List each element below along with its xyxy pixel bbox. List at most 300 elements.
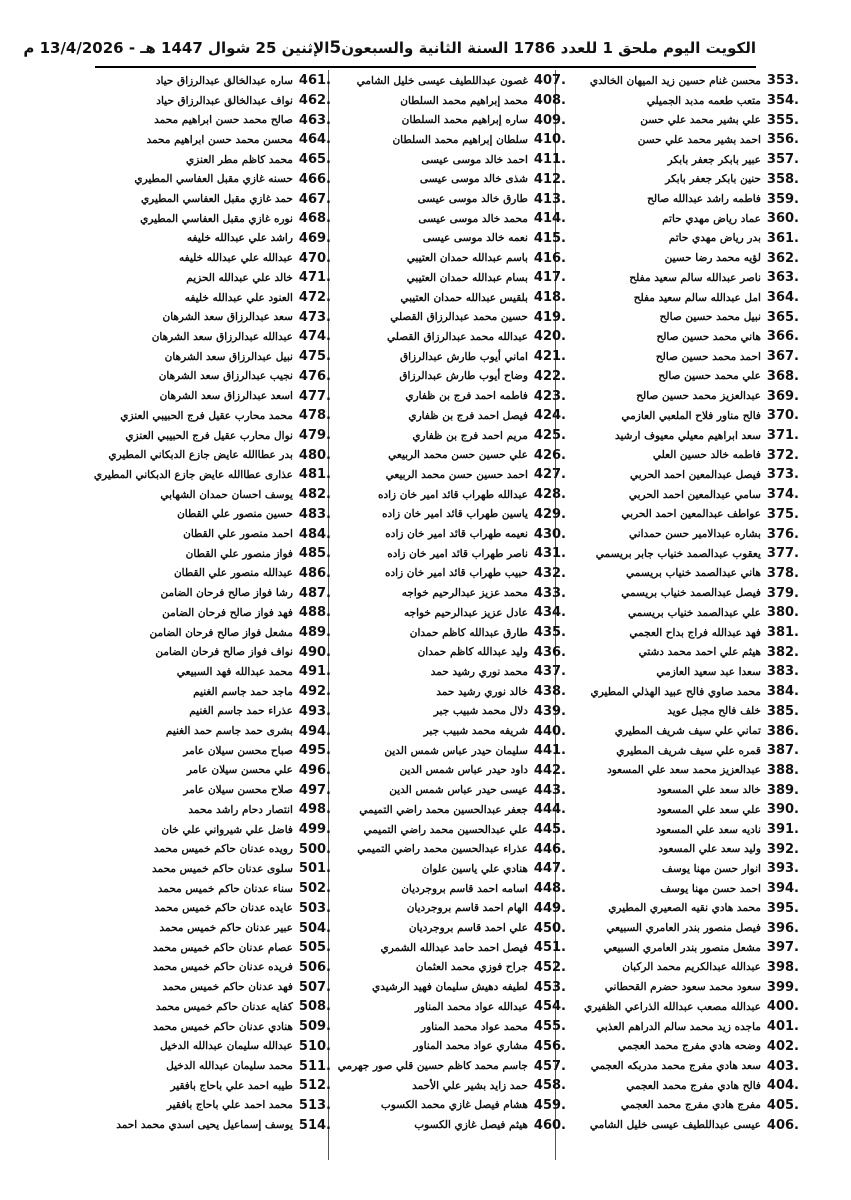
entry-name: عايده عدنان حاكم خميس محمد	[154, 902, 293, 915]
list-item	[330, 938, 566, 958]
list-item	[330, 91, 566, 111]
list-item	[330, 761, 566, 781]
list-item	[95, 426, 331, 446]
entry-name: عبدالله سليمان عبدالله الدخيل	[159, 1040, 293, 1053]
entry-name: احمد محمد حسين صالح	[655, 350, 761, 363]
entry-name: عبدالله محمد عبدالرزاق القصلي	[387, 330, 528, 343]
entry-number: 512.	[298, 1078, 331, 1094]
entry-number: 491.	[298, 664, 331, 680]
entry-number: 427.	[533, 467, 566, 483]
list-item	[330, 583, 566, 603]
entry-number: 484.	[298, 526, 331, 542]
entry-name: هاني عبدالصمد خنياب بريسمي	[626, 567, 761, 580]
entry-name: سامي عبدالمعين احمد الحربي	[628, 488, 761, 501]
entry-number: 452.	[533, 959, 566, 975]
entry-number: 411.	[533, 152, 566, 168]
entry-name: بدر عطاالله عايض جازع الدبكاني المطيري	[108, 449, 293, 462]
list-item	[330, 977, 566, 997]
entry-name: يعقوب عبدالصمد خنياب جابر بريسمي	[595, 547, 761, 560]
list-item	[563, 524, 799, 544]
entry-number: 446.	[533, 841, 566, 857]
entry-number: 368.	[766, 368, 799, 384]
entry-name: فيصل عبدالمعين احمد الحربي	[630, 468, 761, 481]
entry-name: عيسى عبداللطيف عيسى خليل الشامي	[589, 1119, 761, 1132]
entry-name: طيبه احمد علي باحاج بافقير	[170, 1079, 293, 1092]
entry-number: 450.	[533, 920, 566, 936]
list-item	[563, 110, 799, 130]
list-item	[95, 1056, 331, 1076]
entry-number: 365.	[766, 309, 799, 325]
entry-name: علي احمد قاسم بروجرديان	[408, 922, 528, 935]
list-item	[563, 1017, 799, 1037]
list-item	[95, 170, 331, 190]
entry-name: حنين بابكر جعفر بابكر	[665, 173, 761, 186]
entry-name: عواطف عبدالمعين احمد الحربي	[621, 508, 761, 521]
list-item	[330, 859, 566, 879]
entry-name: قمره علي سيف شريف المطيري	[616, 744, 761, 757]
entry-name: وضاح أيوب طارش عبدالرزاق	[399, 370, 528, 383]
gazette-title: الكويت اليوم ملحق 1 للعدد 1786 السنة الثانية والسبعون	[341, 39, 756, 57]
list-item	[95, 761, 331, 781]
entry-name: فالح هادي مفرج محمد العجمي	[626, 1079, 761, 1092]
entry-number: 425.	[533, 428, 566, 443]
entry-number: 460.	[533, 1117, 566, 1133]
entry-name: غصون عبداللطيف عيسى خليل الشامي	[356, 74, 528, 87]
entry-number: 483.	[298, 506, 331, 522]
entry-number: 412.	[533, 171, 566, 187]
entry-number: 356.	[766, 132, 799, 148]
list-item	[563, 780, 799, 800]
list-item	[330, 406, 566, 426]
list-item	[330, 268, 566, 288]
entry-number: 437.	[533, 664, 566, 680]
list-item	[95, 347, 331, 367]
list-item	[95, 682, 331, 702]
list-item	[563, 465, 799, 485]
entry-number: 497.	[298, 782, 331, 798]
entry-name: ساره إبراهيم محمد السلطان	[401, 114, 528, 127]
entry-name: احمد منصور علي القطان	[183, 528, 293, 541]
list-item	[330, 485, 566, 505]
list-item	[95, 268, 331, 288]
entry-number: 471.	[298, 270, 331, 286]
entry-number: 379.	[766, 585, 799, 601]
entry-number: 400.	[766, 999, 799, 1015]
entry-number: 469.	[298, 230, 331, 246]
entry-name: حسين منصور علي القطان	[177, 508, 293, 521]
entry-name: فواز منصور علي القطان	[185, 547, 293, 560]
entry-name: سعدا عبد سعيد العازمي	[656, 665, 761, 678]
entry-name: مريم احمد فرج بن ظفاري	[412, 429, 528, 442]
entry-name: سلوى عدنان حاكم خميس محمد	[151, 862, 293, 875]
list-item	[330, 504, 566, 524]
entry-name: متعب طعمه مدبد الجميلي	[646, 94, 761, 107]
entry-name: هيثم فيصل غازي الكسوب	[414, 1119, 528, 1132]
entry-name: محمد سليمان عبدالله الدخيل	[166, 1060, 293, 1072]
entry-name: محمد عبدالله فهد السبيعي	[176, 665, 293, 678]
list-item	[330, 820, 566, 840]
list-item	[563, 1056, 799, 1076]
entry-number: 358.	[766, 171, 799, 187]
entry-number: 408.	[533, 93, 566, 109]
entry-number: 391.	[766, 822, 799, 838]
list-item	[330, 288, 566, 308]
entry-name: بلقيس عبدالله حمدان العتيبي	[400, 291, 528, 304]
entry-number: 361.	[766, 230, 799, 246]
list-item	[563, 209, 799, 229]
entry-number: 409.	[533, 112, 566, 128]
entry-number: 431.	[533, 546, 566, 562]
entry-name: يوسف إسماعيل يحيى اسدي محمد احمد	[116, 1119, 293, 1132]
entry-number: 436.	[533, 644, 566, 660]
list-item	[95, 583, 331, 603]
entry-name: محسن محمد حسن ابراهيم محمد	[146, 133, 293, 146]
entry-number: 458.	[533, 1078, 566, 1094]
entry-name: جراح فوزي محمد العثمان	[415, 961, 528, 974]
entry-number: 488.	[298, 605, 331, 621]
entry-number: 500.	[298, 841, 331, 857]
entry-name: فيصل احمد حامد عبدالله الشمري	[380, 941, 528, 954]
list-item	[95, 1036, 331, 1056]
entry-number: 473.	[298, 309, 331, 325]
list-item	[563, 603, 799, 623]
list-item	[95, 91, 331, 111]
list-item	[330, 170, 566, 190]
list-item	[563, 504, 799, 524]
list-item	[563, 839, 799, 859]
list-item	[563, 958, 799, 978]
list-item	[563, 859, 799, 879]
list-item	[563, 268, 799, 288]
entry-number: 490.	[298, 644, 331, 660]
entry-number: 395.	[766, 900, 799, 916]
entry-number: 394.	[766, 881, 799, 897]
list-item	[563, 623, 799, 643]
list-item	[95, 71, 331, 91]
entry-name: رويده عدنان حاكم خميس محمد	[153, 843, 293, 856]
entry-number: 489.	[298, 625, 331, 641]
entry-number: 378.	[766, 565, 799, 581]
entry-number: 503.	[298, 900, 331, 916]
entry-name: ناديه سعد علي المسعود	[656, 823, 761, 836]
entry-name: فيصل احمد فرج بن ظفاري	[408, 409, 528, 422]
entry-name: فيصل منصور بندر العامري السبيعي	[606, 922, 761, 935]
list-item	[330, 780, 566, 800]
entry-name: فالح مناور فلاح الملعبي العازمي	[621, 409, 761, 422]
entry-name: سعود محمد سعود حضرم القحطاني	[604, 981, 761, 994]
list-item	[330, 386, 566, 406]
entry-number: 404.	[766, 1078, 799, 1094]
entry-name: نواف عبدالخالق عبدالرزاق حياد	[156, 94, 293, 107]
list-item	[95, 780, 331, 800]
entry-name: خالد سعد علي المسعود	[656, 784, 761, 797]
entry-number: 428.	[533, 487, 566, 503]
entry-name: فاطمه احمد فرج بن ظفاري	[405, 390, 528, 403]
entry-number: 421.	[533, 349, 566, 365]
entry-number: 432.	[533, 565, 566, 581]
list-item	[95, 564, 331, 584]
entry-name: صالح محمد حسن ابراهيم محمد	[154, 114, 293, 127]
entry-name: وليد سعد علي المسعود	[658, 843, 761, 856]
entry-name: جعفر عبدالحسين محمد راضي التميمي	[359, 803, 528, 816]
entry-name: بشرى حمد جاسم حمد الغنيم	[165, 725, 293, 738]
list-item	[563, 426, 799, 446]
entry-number: 364.	[766, 290, 799, 306]
entry-number: 501.	[298, 861, 331, 877]
entry-number: 366.	[766, 329, 799, 345]
list-item	[330, 839, 566, 859]
entry-name: نبيل محمد حسين صالح	[659, 311, 761, 324]
list-item	[330, 564, 566, 584]
list-item	[563, 307, 799, 327]
entry-name: هنادي عدنان حاكم خميس محمد	[153, 1020, 293, 1033]
entry-number: 434.	[533, 605, 566, 621]
list-item	[95, 209, 331, 229]
list-item	[330, 741, 566, 761]
entry-number: 419.	[533, 309, 566, 325]
entry-name: بسام عبدالله حمدان العتيبي	[406, 271, 528, 284]
entry-name: نعيمه طهراب قائد امير خان زاده	[385, 528, 528, 541]
entry-number: 388.	[766, 762, 799, 778]
entry-number: 420.	[533, 329, 566, 345]
entry-number: 504.	[298, 920, 331, 936]
list-item	[95, 445, 331, 465]
entry-name: اماني أيوب طارش عبدالرزاق	[399, 350, 528, 363]
entry-number: 487.	[298, 585, 331, 601]
entry-name: بدر رياض مهدي حاتم	[668, 232, 761, 245]
list-item	[95, 524, 331, 544]
entry-name: دلال محمد شبيب جبر	[433, 705, 528, 718]
entry-name: داود حيدر عباس شمس الدين	[399, 764, 528, 777]
entry-name: صباح محسن سيلان عامر	[183, 744, 293, 757]
entry-name: خالد علي عبدالله الحزيم	[186, 271, 293, 284]
entry-number: 492.	[298, 684, 331, 700]
entry-name: حسين محمد عبدالرزاق القصلي	[390, 311, 528, 324]
entry-name: باسم عبدالله حمدان العتيبي	[406, 252, 528, 265]
entry-number: 355.	[766, 112, 799, 128]
entry-name: محمد عزيز عبدالرحيم خواجه	[401, 587, 528, 600]
list-item	[330, 307, 566, 327]
list-item	[95, 997, 331, 1017]
list-item	[330, 327, 566, 347]
list-item	[330, 426, 566, 446]
entry-name: حبيب طهراب قائد امير خان زاده	[384, 567, 528, 580]
entry-name: علي سعد علي المسعود	[656, 803, 761, 816]
entry-name: محمد إبراهيم محمد السلطان	[400, 94, 528, 107]
entry-number: 435.	[533, 625, 566, 641]
entry-number: 414.	[533, 211, 566, 227]
list-item	[95, 1115, 331, 1135]
entry-name: فريده عدنان حاكم خميس محمد	[153, 961, 293, 974]
list-item	[563, 544, 799, 564]
entry-number: 380.	[766, 605, 799, 621]
list-item	[95, 130, 331, 150]
entry-name: حمد غازي مقبل العفاسي المطيري	[140, 193, 293, 206]
entry-name: محمد عواد محمد المناور	[421, 1020, 528, 1033]
entry-number: 353.	[766, 73, 799, 89]
entry-name: عماد رياض مهدي حاتم	[662, 212, 761, 225]
list-item	[95, 721, 331, 741]
entry-number: 397.	[766, 940, 799, 956]
list-item	[95, 1076, 331, 1096]
entry-number: 362.	[766, 250, 799, 266]
entry-number: 467.	[298, 191, 331, 207]
entry-number: 454.	[533, 999, 566, 1015]
entry-name: يوسف احسان حمدان الشهابي	[160, 488, 293, 501]
entry-name: هشام فيصل غازي محمد الكسوب	[380, 1099, 528, 1112]
entry-name: علي محمد حسين صالح	[658, 370, 761, 383]
list-item	[330, 642, 566, 662]
list-item	[330, 997, 566, 1017]
entry-name: كفايه عدنان حاكم خميس محمد	[155, 1000, 293, 1013]
list-item	[563, 327, 799, 347]
names-column-right	[563, 71, 799, 1135]
list-item	[95, 958, 331, 978]
entry-name: وضحه هادي مفرج محمد العجمي	[618, 1040, 761, 1053]
entry-name: محمد احمد علي باحاج بافقير	[166, 1099, 293, 1112]
list-item	[95, 465, 331, 485]
entry-number: 372.	[766, 447, 799, 463]
entry-name: وليد عبدالله كاظم حمدان	[417, 646, 528, 659]
entry-number: 455.	[533, 1019, 566, 1035]
entry-number: 439.	[533, 703, 566, 719]
entry-number: 383.	[766, 664, 799, 680]
entry-number: 354.	[766, 93, 799, 109]
entry-name: فاضل علي شيرواني علي خان	[161, 823, 293, 836]
list-item	[330, 189, 566, 209]
list-item	[330, 800, 566, 820]
entry-number: 433.	[533, 585, 566, 601]
list-item	[563, 583, 799, 603]
entry-number: 426.	[533, 447, 566, 463]
list-item	[330, 1017, 566, 1037]
entry-number: 403.	[766, 1058, 799, 1074]
entry-name: بشاره عبدالامير حسن حمداني	[628, 528, 761, 541]
list-item	[95, 859, 331, 879]
list-item	[563, 1096, 799, 1116]
entry-name: جاسم محمد كاظم حسين قلي صور جهرمي	[337, 1060, 528, 1072]
entry-number: 499.	[298, 822, 331, 838]
entry-number: 456.	[533, 1038, 566, 1054]
entry-number: 476.	[298, 368, 331, 384]
list-item	[330, 603, 566, 623]
entry-number: 482.	[298, 487, 331, 503]
entry-name: ناصر عبدالله سالم سعيد مفلح	[629, 271, 761, 284]
entry-name: عبير عدنان حاكم خميس محمد	[159, 922, 293, 935]
list-item	[563, 130, 799, 150]
list-item	[563, 977, 799, 997]
entry-number: 423.	[533, 388, 566, 404]
list-item	[563, 899, 799, 919]
entry-number: 392.	[766, 841, 799, 857]
entry-name: الهام احمد قاسم بروجرديان	[406, 902, 528, 915]
entry-name: عصام عدنان حاكم خميس محمد	[152, 941, 293, 954]
entry-number: 502.	[298, 881, 331, 897]
list-item	[95, 800, 331, 820]
list-item	[95, 229, 331, 249]
entry-name: عيسى حيدر عباس شمس الدين	[389, 784, 528, 797]
entry-name: محمد صاوي فالح عبيد الهذلي المطيري	[590, 685, 761, 698]
entry-number: 424.	[533, 408, 566, 424]
entry-name: محمد خالد موسى عيسى	[418, 212, 528, 225]
list-item	[95, 367, 331, 387]
entry-name: محمد كاظم مطر العنزي	[186, 153, 293, 166]
entry-number: 418.	[533, 290, 566, 306]
list-item	[563, 741, 799, 761]
entry-name: لطيفه دهيش سليمان فهيد الرشيدي	[372, 981, 528, 994]
entry-number: 389.	[766, 782, 799, 798]
entry-number: 405.	[766, 1097, 799, 1113]
entry-number: 407.	[533, 73, 566, 89]
entry-name: شذى خالد موسى عيسى	[419, 173, 528, 186]
list-item	[563, 1076, 799, 1096]
list-item	[563, 229, 799, 249]
list-item	[330, 1115, 566, 1135]
entry-number: 466.	[298, 171, 331, 187]
list-item	[563, 288, 799, 308]
list-item	[95, 327, 331, 347]
entry-number: 416.	[533, 250, 566, 266]
entry-number: 401.	[766, 1019, 799, 1035]
list-item	[95, 307, 331, 327]
entry-number: 359.	[766, 191, 799, 207]
list-item	[330, 229, 566, 249]
list-item	[330, 248, 566, 268]
list-item	[563, 150, 799, 170]
list-item	[95, 918, 331, 938]
list-item	[95, 977, 331, 997]
list-item	[95, 504, 331, 524]
entry-number: 495.	[298, 743, 331, 759]
entry-number: 509.	[298, 1019, 331, 1035]
entry-name: علي عبدالحسين محمد راضي التميمي	[363, 823, 528, 836]
entry-name: علي حسين حسن محمد الربيعي	[388, 449, 528, 462]
entry-number: 438.	[533, 684, 566, 700]
list-item	[95, 406, 331, 426]
entry-number: 440.	[533, 723, 566, 739]
entry-name: مشاري عواد محمد المناور	[413, 1040, 528, 1053]
entry-name: محسن غنام حسين زيد الميهان الخالدي	[589, 74, 761, 87]
issue-date: الإثنين 25 شوال 1447 هـ - 13/4/2026 م	[23, 39, 330, 57]
entry-name: سعد هادي مفرج محمد مدربكه العجمي	[590, 1060, 761, 1072]
entry-name: ماجده زيد محمد سالم الدراهم العذبي	[596, 1020, 761, 1033]
entry-name: سناء عدنان حاكم خميس محمد	[157, 882, 293, 895]
entry-number: 511.	[298, 1058, 331, 1074]
entry-number: 382.	[766, 644, 799, 660]
entry-name: عذراء حمد جاسم الغنيم	[189, 705, 293, 718]
list-item	[95, 642, 331, 662]
entry-number: 498.	[298, 802, 331, 818]
list-item	[563, 1036, 799, 1056]
list-item	[95, 603, 331, 623]
list-item	[95, 662, 331, 682]
entry-number: 508.	[298, 999, 331, 1015]
list-item	[563, 879, 799, 899]
entry-name: احمد خالد موسى عيسى	[421, 153, 528, 166]
entry-number: 387.	[766, 743, 799, 759]
entry-name: نوال محارب عقيل فرج الحبيبي العنزي	[125, 429, 293, 442]
list-item	[563, 642, 799, 662]
entry-number: 485.	[298, 546, 331, 562]
entry-number: 444.	[533, 802, 566, 818]
list-item	[330, 347, 566, 367]
list-item	[330, 623, 566, 643]
entry-number: 402.	[766, 1038, 799, 1054]
entry-name: مشعل منصور بندر العامري السبيعي	[603, 941, 761, 954]
list-item	[330, 465, 566, 485]
entry-name: حسنه غازي مقبل العفاسي المطيري	[134, 173, 293, 186]
entry-number: 406.	[766, 1117, 799, 1133]
